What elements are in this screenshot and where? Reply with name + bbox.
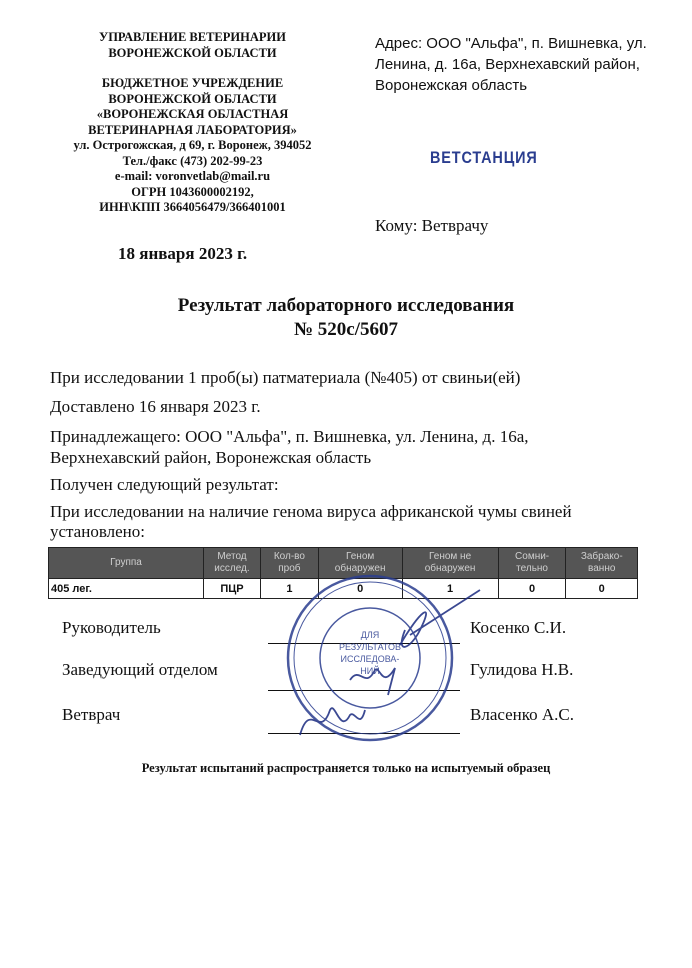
signature-name: Власенко А.С. bbox=[470, 705, 575, 724]
signature-scribble bbox=[400, 590, 480, 647]
title-text: Результат лабораторного исследования bbox=[177, 295, 515, 316]
recipient: Кому: Ветврачу bbox=[375, 216, 489, 235]
footer-note: Результат испытаний распространяется только на испытуемый образец bbox=[141, 761, 551, 775]
signature-name: Гулидова Н.В. bbox=[470, 660, 574, 679]
body-line: При исследовании 1 проб(ы) патматериала (№405) от свиньи(ей) bbox=[50, 368, 521, 387]
letterhead-line: УПРАВЛЕНИЕ ВЕТЕРИНАРИИ bbox=[99, 30, 286, 44]
svg-text:НИЙ: НИЙ bbox=[360, 666, 380, 676]
round-seal-and-signatures bbox=[270, 570, 490, 750]
letterhead-line: ВОРОНЕЖСКОЙ ОБЛАСТИ bbox=[108, 45, 277, 60]
svg-text:РЕЗУЛЬТАТОВ: РЕЗУЛЬТАТОВ bbox=[338, 642, 402, 652]
letterhead-line: Тел./факс (473) 202-99-23 bbox=[122, 153, 263, 168]
signature-role: Заведующий отделом bbox=[62, 660, 218, 679]
letterhead-line: e-mail: voronvetlab@mail.ru bbox=[114, 169, 271, 183]
letterhead-line: ВОРОНЕЖСКОЙ ОБЛАСТИ bbox=[108, 91, 277, 106]
column-header: Кол-во проб bbox=[261, 548, 319, 579]
letterhead-line: БЮДЖЕТНОЕ УЧРЕЖДЕНИЕ bbox=[101, 76, 284, 90]
recipient-address: Адрес: ООО "Альфа", п. Вишневка, ул. Ленина, д. 16а, Верхнехавский район, Воронежская область bbox=[375, 35, 647, 94]
column-header: Группа bbox=[49, 548, 204, 579]
letterhead-line: ИНН\КПП 3664056479/366401001 bbox=[99, 200, 286, 214]
table-cell: 1 bbox=[402, 579, 498, 599]
signature-role: Руководитель bbox=[62, 618, 161, 637]
signature-role: Ветврач bbox=[62, 705, 121, 724]
column-header: Сомни-тельно bbox=[498, 548, 566, 579]
body-line: При исследовании на наличие генома вируса африканской чумы свиней установлено: bbox=[50, 502, 572, 541]
letterhead-line: ВЕТЕРИНАРНАЯ ЛАБОРАТОРИЯ» bbox=[88, 122, 297, 137]
table-cell: 0 bbox=[498, 579, 566, 599]
letterhead-line: «ВОРОНЕЖСКАЯ ОБЛАСТНАЯ bbox=[96, 107, 289, 121]
letterhead-line: ул. Острогожская, д 69, г. Воронеж, 394052 bbox=[73, 138, 312, 152]
column-header: Геном не обнаружен bbox=[402, 548, 498, 579]
signature-name: Косенко С.И. bbox=[470, 618, 567, 637]
svg-text:ДЛЯ: ДЛЯ bbox=[360, 630, 380, 640]
table-cell: 405 лег. bbox=[49, 579, 204, 599]
body-line: Принадлежащего: ООО "Альфа", п. Вишневка, ул. Ленина, д. 16а, Верхнехавский район, Воронежская область bbox=[50, 427, 529, 467]
column-header: Геном обнаружен bbox=[318, 548, 402, 579]
body-line: Получен следующий результат: bbox=[50, 475, 279, 494]
table-cell: 1 bbox=[261, 579, 319, 599]
document-number: № 520с/5607 bbox=[293, 319, 399, 340]
lab-letterhead bbox=[60, 30, 325, 216]
table-cell: 0 bbox=[318, 579, 402, 599]
letterhead-line: ОГРН 1043600002192, bbox=[131, 184, 254, 199]
body-line: Доставлено 16 января 2023 г. bbox=[50, 397, 261, 416]
svg-text:ИССЛЕДОВА-: ИССЛЕДОВА- bbox=[340, 654, 400, 664]
column-header: Забрако-ванно bbox=[566, 548, 638, 579]
vet-station-stamp: ВЕТСТАНЦИЯ bbox=[430, 148, 538, 167]
document-date: 18 января 2023 г. bbox=[118, 244, 248, 263]
table-cell: 0 bbox=[566, 579, 638, 599]
document-title bbox=[0, 294, 692, 342]
column-header: Метод исслед. bbox=[204, 548, 261, 579]
table-cell: ПЦР bbox=[204, 579, 261, 599]
